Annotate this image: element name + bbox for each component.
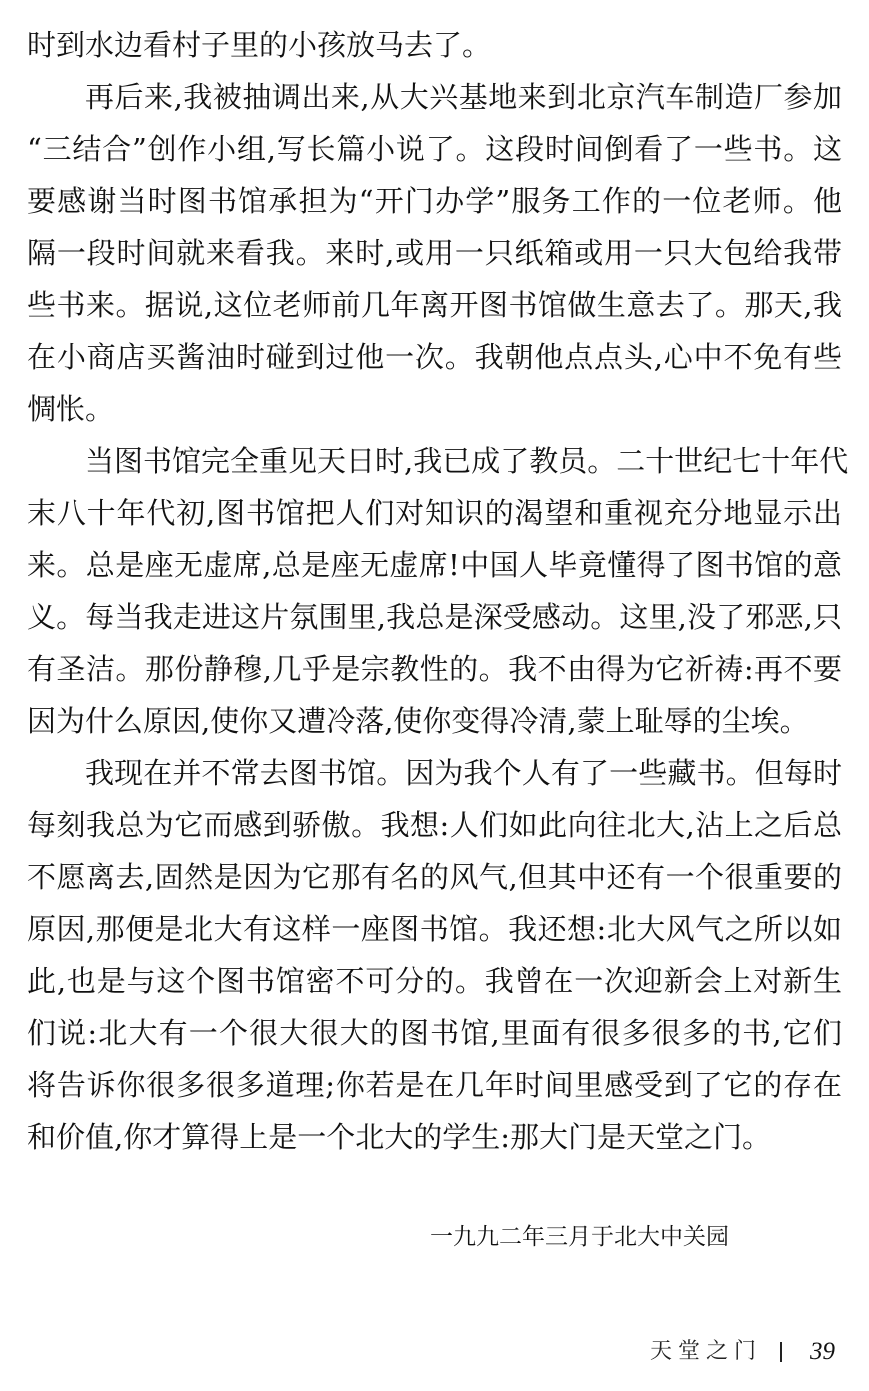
signature-date: 一九九二年三月于北大中关园 — [430, 1224, 729, 1250]
text-line: 不愿离去,固然是因为它那有名的风气,但其中还有一个很重要的 — [27, 860, 842, 894]
text-line: “三结合”创作小组,写长篇小说了。这段时间倒看了一些书。这 — [27, 132, 842, 166]
text-line: 此,也是与这个图书馆密不可分的。我曾在一次迎新会上对新生 — [27, 964, 842, 998]
text-line: 有圣洁。那份静穆,几乎是宗教性的。我不由得为它祈祷:再不要 — [27, 652, 842, 686]
text-line: 每刻我总为它而感到骄傲。我想:人们如此向往北大,沾上之后总 — [27, 808, 842, 842]
text-line: 在小商店买酱油时碰到过他一次。我朝他点点头,心中不免有些 — [27, 340, 842, 374]
text-line: 义。每当我走进这片氛围里,我总是深受感动。这里,没了邪恶,只 — [27, 600, 842, 634]
paragraph — [27, 747, 842, 1163]
text-line: 要感谢当时图书馆承担为“开门办学”服务工作的一位老师。他 — [27, 184, 842, 218]
text-line: 末八十年代初,图书馆把人们对知识的渴望和重视充分地显示出 — [27, 496, 842, 530]
running-title: 天堂之门 — [650, 1339, 763, 1364]
text-line: 因为什么原因,使你又遭冷落,使你变得冷清,蒙上耻辱的尘埃。 — [27, 704, 809, 738]
page-number: 39 — [810, 1338, 836, 1365]
text-line: 隔一段时间就来看我。来时,或用一只纸箱或用一只大包给我带 — [27, 236, 842, 270]
text-line: 当图书馆完全重见天日时,我已成了教员。二十世纪七十年代 — [85, 444, 849, 478]
text-line: 来。总是座无虚席,总是座无虚席!中国人毕竟懂得了图书馆的意 — [27, 548, 842, 582]
text-line: 们说:北大有一个很大很大的图书馆,里面有很多很多的书,它们 — [27, 1016, 842, 1050]
text-line: 和价值,你才算得上是一个北大的学生:那大门是天堂之门。 — [27, 1120, 771, 1154]
paragraph — [27, 435, 849, 747]
text-line: 惆怅。 — [27, 392, 115, 426]
text-line: 些书来。据说,这位老师前几年离开图书馆做生意去了。那天,我 — [27, 288, 842, 322]
text-line: 再后来,我被抽调出来,从大兴基地来到北京汽车制造厂参加 — [85, 80, 842, 114]
text-line: 我现在并不常去图书馆。因为我个人有了一些藏书。但每时 — [85, 756, 842, 790]
text-line: 将告诉你很多很多道理;你若是在几年时间里感受到了它的存在 — [27, 1068, 842, 1102]
page-footer — [650, 1336, 835, 1368]
body-text — [27, 19, 849, 1163]
text-line: 时到水边看村子里的小孩放马去了。 — [27, 28, 492, 62]
footer-divider — [780, 1342, 782, 1362]
paragraph — [27, 19, 842, 71]
paragraph — [27, 71, 842, 435]
text-line: 原因,那便是北大有这样一座图书馆。我还想:北大风气之所以如 — [27, 912, 842, 946]
